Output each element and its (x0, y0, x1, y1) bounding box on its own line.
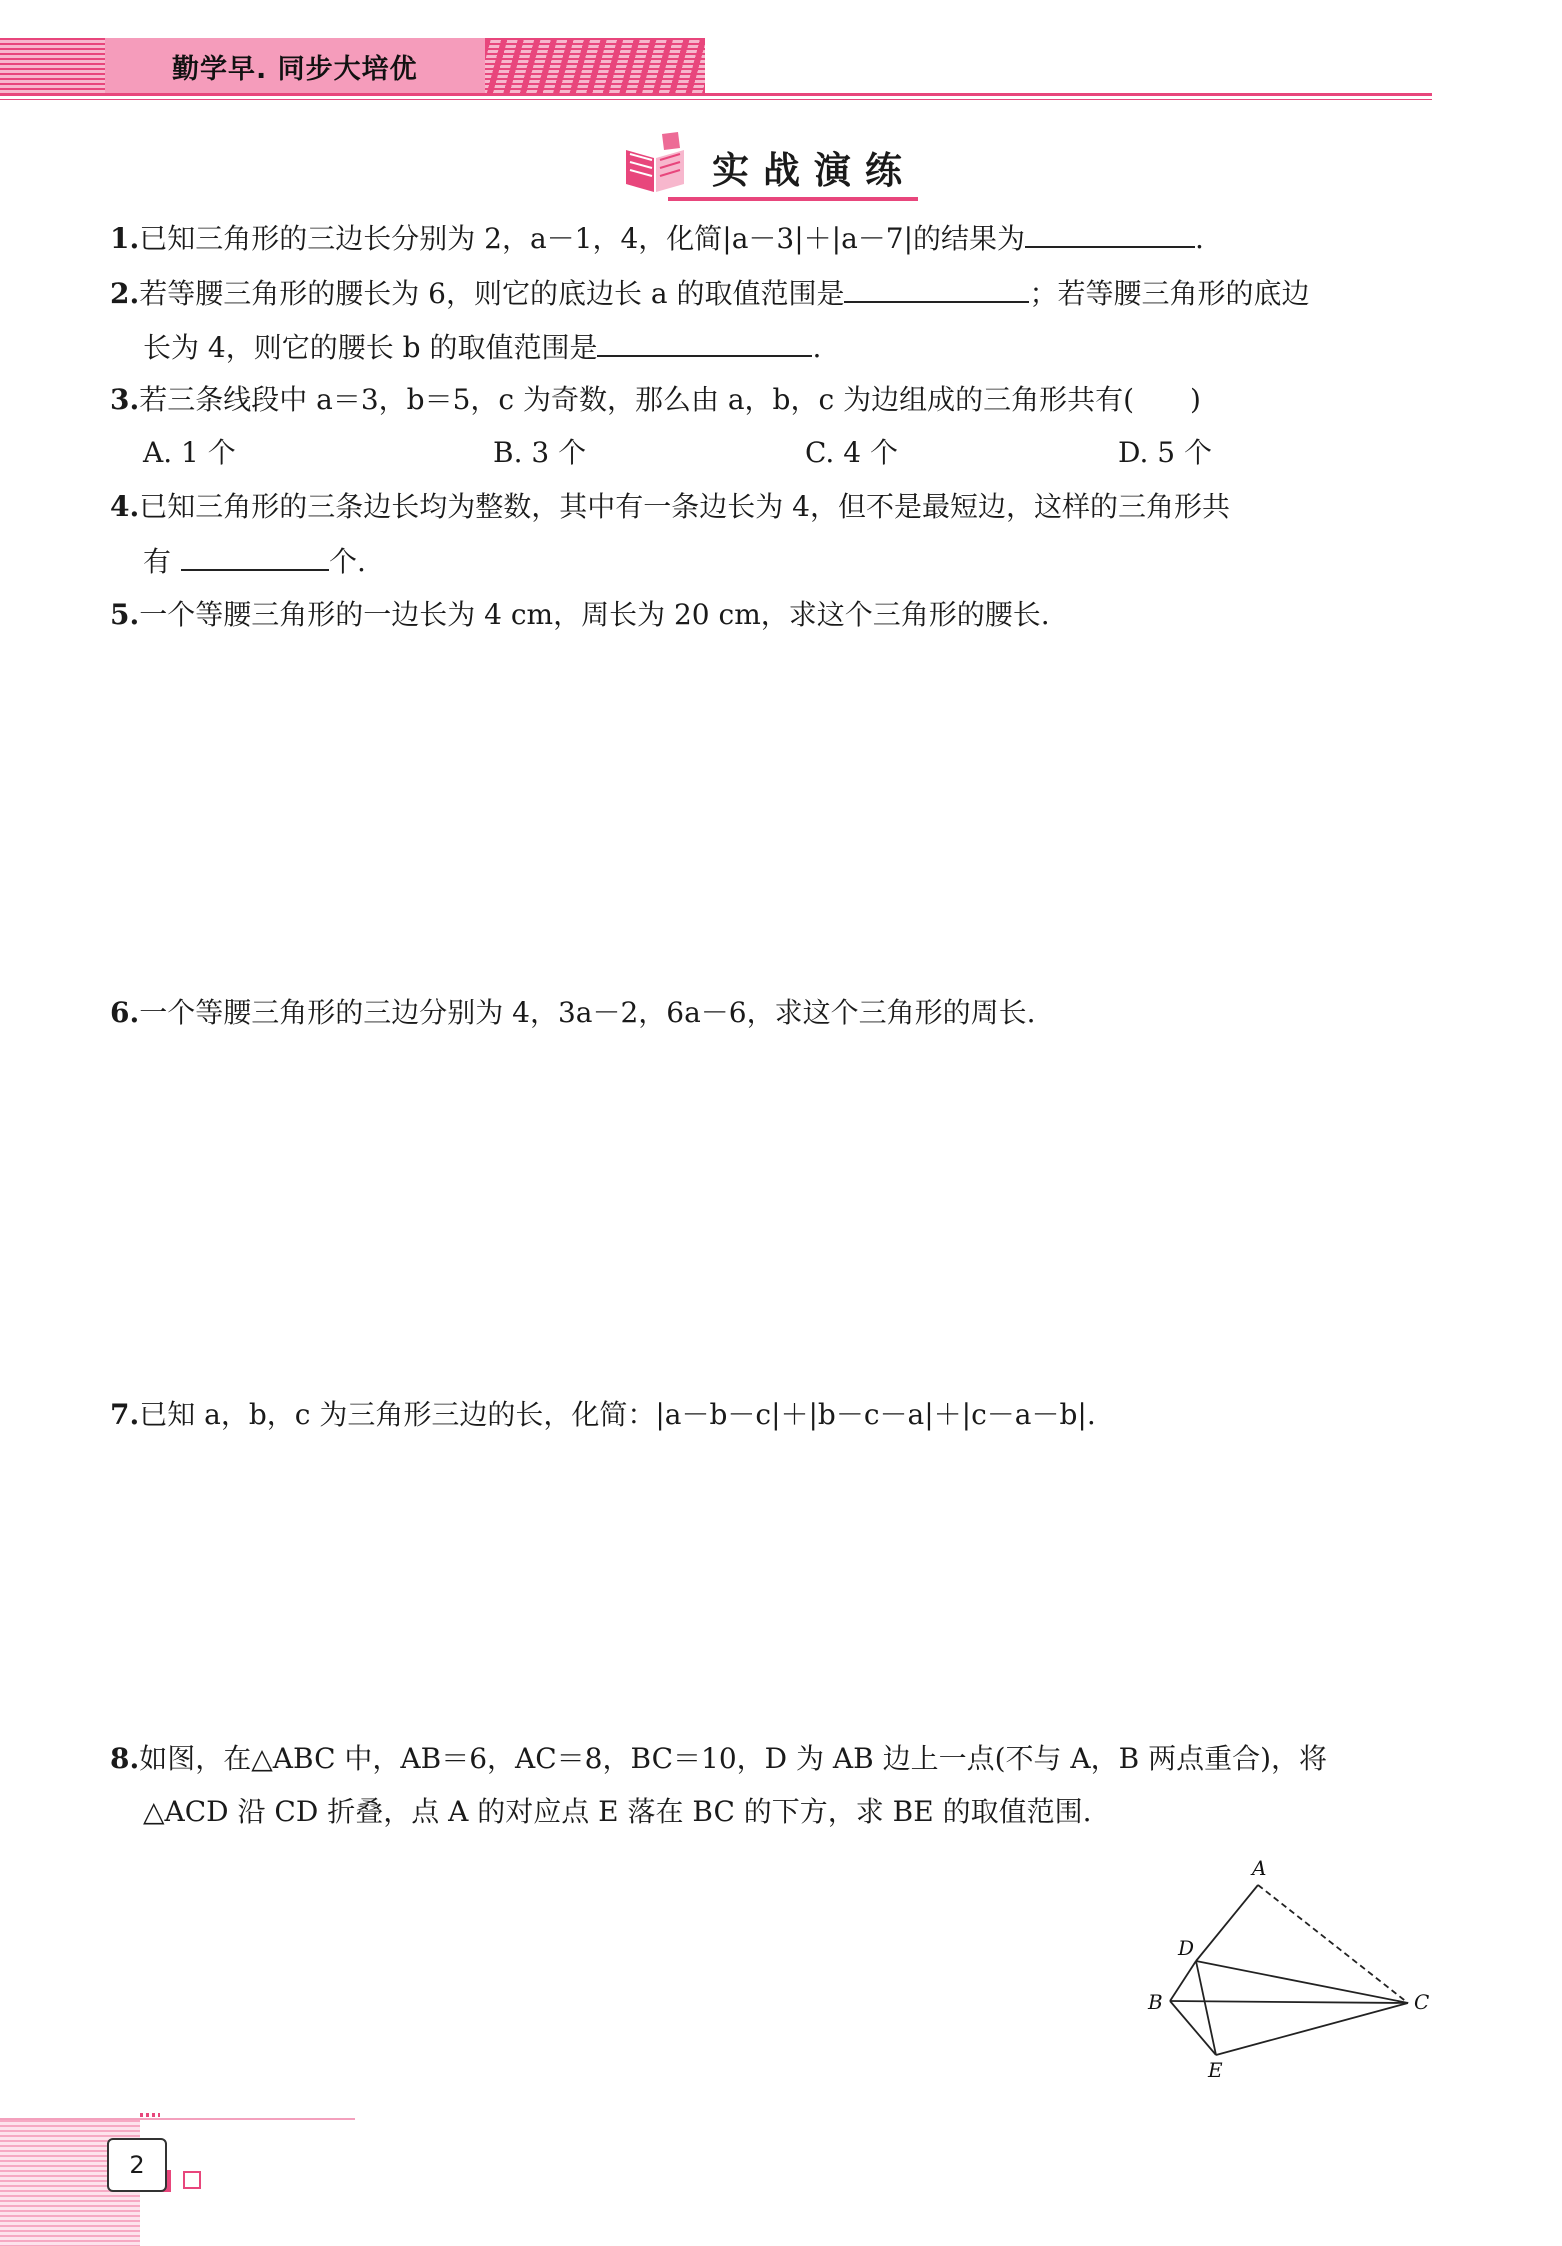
question-tail: . (1195, 222, 1204, 255)
segment-dc (1196, 1961, 1408, 2003)
segment-bd (1170, 1961, 1196, 2001)
open-book-icon (620, 128, 690, 198)
question-text: 一个等腰三角形的一边长为 4 cm，周长为 20 cm，求这个三角形的腰长. (139, 598, 1050, 631)
question-number: 2. (110, 277, 140, 310)
label-d: D (1178, 1936, 1195, 1960)
segment-de (1196, 1961, 1216, 2055)
triangle-figure (1140, 1855, 1440, 2085)
header-title: 勤学早. 同步大培优 (172, 54, 418, 85)
section-underline (668, 197, 918, 201)
question-text: 如图，在△ABC 中，AB＝6，AC＝8，BC＝10，D 为 AB 边上一点(不与 A，B 两点重合)，将 (139, 1742, 1328, 1775)
header-rule-thin (0, 99, 1432, 100)
footer-dots (140, 2113, 160, 2117)
question-text: 一个等腰三角形的三边分别为 4，3a－2，6a－6，求这个三角形的周长. (139, 996, 1036, 1029)
question-tail: . (812, 331, 822, 364)
question-text: 已知 a，b，c 为三角形三边的长，化简：|a－b－c|＋|b－c－a|＋|c－a－b|. (139, 1398, 1096, 1431)
question-1 (110, 220, 1204, 257)
option-b[interactable]: B. 3 个 (493, 436, 587, 469)
question-2-cont (143, 329, 821, 366)
question-number: 4. (110, 490, 140, 523)
header-stripes (485, 38, 705, 96)
label-b: B (1148, 1990, 1163, 2014)
segment-ac-dashed (1258, 1885, 1408, 2003)
option-c[interactable]: C. 4 个 (805, 436, 898, 469)
question-4 (110, 489, 1230, 525)
label-e: E (1208, 2058, 1223, 2082)
question-text: 已知三角形的三边长分别为 2，a－1，4，化简|a－3|＋|a－7|的结果为 (139, 222, 1026, 255)
question-text: ；若等腰三角形的底边 (1029, 277, 1310, 310)
page-number: 2 (107, 2138, 167, 2192)
question-7 (110, 1397, 1096, 1433)
footer-rule (0, 2118, 355, 2120)
question-4-cont (143, 543, 366, 580)
question-number: 8. (110, 1742, 140, 1775)
question-tail: 个. (329, 545, 366, 578)
question-number: 1. (110, 222, 140, 255)
question-number: 3. (110, 383, 140, 416)
question-8 (110, 1741, 1327, 1777)
label-c: C (1414, 1990, 1430, 2014)
question-3 (110, 382, 1201, 418)
question-8-cont (143, 1794, 1092, 1830)
question-number: 7. (110, 1398, 140, 1431)
question-number: 6. (110, 996, 140, 1029)
question-text: 有 (143, 545, 172, 578)
answer-blank[interactable] (844, 275, 1029, 303)
segment-be (1170, 2001, 1216, 2055)
question-text: 长为 4，则它的腰长 b 的取值范围是 (143, 331, 598, 364)
question-number: 5. (110, 598, 140, 631)
answer-blank[interactable] (181, 543, 329, 571)
answer-blank[interactable] (1025, 220, 1195, 248)
option-d[interactable]: D. 5 个 (1118, 436, 1212, 469)
square-icon (183, 2171, 201, 2189)
question-text: 若等腰三角形的腰长为 6，则它的底边长 a 的取值范围是 (139, 277, 845, 310)
question-text: 已知三角形的三条边长均为整数，其中有一条边长为 4，但不是最短边，这样的三角形共 (139, 490, 1230, 523)
question-2 (110, 275, 1309, 312)
question-6 (110, 995, 1036, 1031)
question-5 (110, 597, 1050, 633)
header-rule (0, 93, 1432, 96)
label-a: A (1252, 1856, 1267, 1880)
answer-blank[interactable] (597, 329, 812, 357)
segment-ec (1216, 2003, 1408, 2055)
segment-da (1196, 1885, 1258, 1961)
option-a[interactable]: A. 1 个 (143, 436, 236, 469)
question-text: △ACD 沿 CD 折叠，点 A 的对应点 E 落在 BC 的下方，求 BE 的取值范围. (143, 1795, 1092, 1828)
question-text: 若三条线段中 a＝3，b＝5，c 为奇数，那么由 a，b，c 为边组成的三角形共有( ) (139, 383, 1201, 416)
section-title: 实战演练 (712, 149, 916, 192)
